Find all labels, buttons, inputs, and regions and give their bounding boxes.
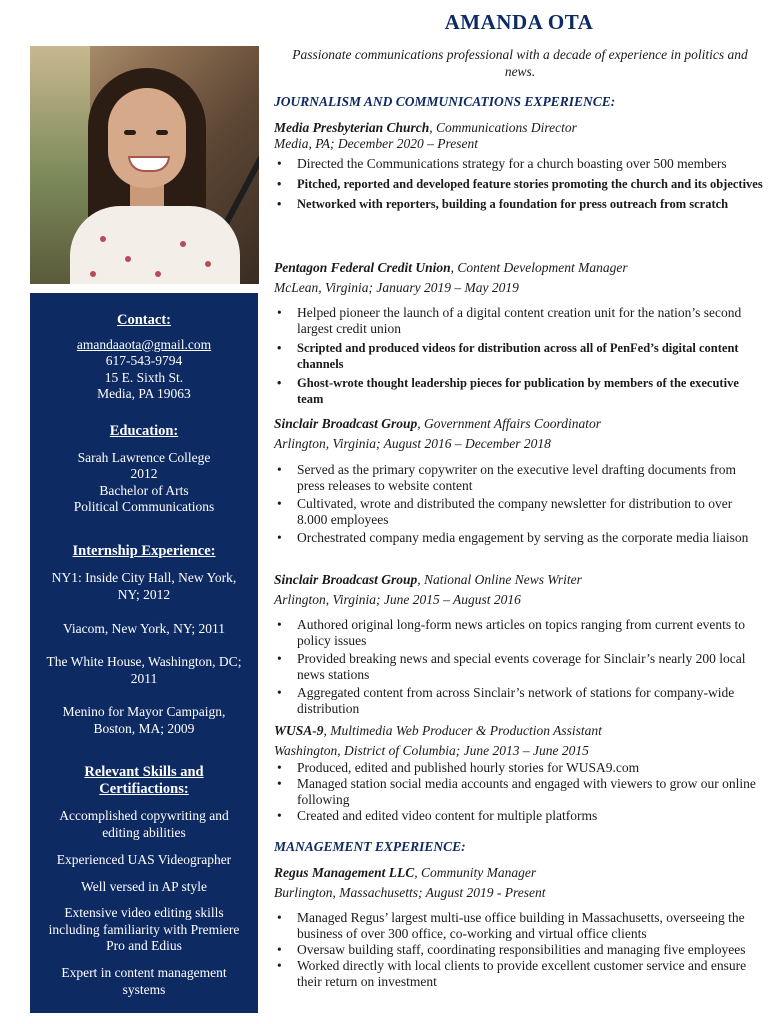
job-header [274,723,764,759]
list-item: • Produced, edited and published hourly stories for WUSA9.com [274,760,766,776]
list-item: • Cultivated, wrote and distributed the company newsletter for distribution to over 8.000 employees [274,496,766,528]
section-heading-management: MANAGEMENT EXPERIENCE: [274,839,466,854]
internship-item: Menino for Mayor Campaign, Boston, MA; 2009 [62,704,226,736]
job-header [274,865,764,901]
job-title: , Communications Director [429,120,577,135]
job-bullets [274,305,766,407]
school: Sarah Lawrence College [77,449,211,465]
degree: Bachelor of Arts [99,482,189,498]
list-item: • Created and edited video content for multiple platforms [274,808,766,824]
job-location-dates: Arlington, Virginia; June 2015 – August 2016 [274,592,521,607]
employer: Media Presbyterian Church [274,120,430,135]
section-heading-journalism: JOURNALISM AND COMMUNICATIONS EXPERIENCE: [274,94,616,109]
list-item: • Managed Regus’ largest multi-use office building in Massachusetts, overseeing the business of over 300 office, co-working and virtual office clients [274,910,766,942]
candidate-name: AMANDA OTA [444,10,594,34]
skills-section [36,764,252,797]
job-bullets [274,462,766,546]
list-item: • Aggregated content from across Sinclair’s network of stations for company-wide distribution [274,685,766,717]
job-location-dates: Arlington, Virginia; August 2016 – December 2018 [274,436,551,451]
job-header [274,416,764,452]
internship-section [36,543,252,560]
job-location-dates: Media, PA; December 2020 – Present [274,136,478,151]
address-line-2: Media, PA 19063 [97,386,191,401]
list-item: • Managed station social media accounts and engaged with viewers to grow our online following [274,776,766,808]
job-bullets [274,760,766,824]
job-bullets [274,910,766,990]
job-bullets [274,156,766,212]
list-item: • Provided breaking news and special events coverage for Sinclair’s nearly 200 local news stations [274,651,766,683]
skill-item: Accomplished copywriting and editing abilities [59,808,229,840]
job-title: , National Online News Writer [417,572,582,587]
list-item: • Worked directly with local clients to provide excellent customer service and ensure their return on investment [274,958,766,990]
skill-item: Extensive video editing skills including familiarity with Premiere Pro and Edius [48,905,240,953]
contact-heading: Contact: [117,312,171,328]
profile-photo [30,46,259,284]
skill-item: Well versed in AP style [81,879,207,894]
contact-section [36,312,252,403]
tagline: Passionate communications professional with a decade of experience in politics and news. [292,47,748,79]
employer: Regus Management LLC [274,865,415,880]
list-item: • Networked with reporters, building a foundation for press outreach from scratch [274,196,766,212]
employer: WUSA-9 [274,723,324,738]
job-header [274,260,764,296]
list-item: • Helped pioneer the launch of a digital content creation unit for the nation’s second largest credit union [274,305,766,337]
job-header [274,120,764,152]
job-location-dates: Burlington, Massachusetts; August 2019 - Present [274,885,546,900]
skill-item: Expert in content management systems [61,965,227,997]
skill-item: Experienced UAS Videographer [56,852,232,867]
list-item: • Orchestrated company media engagement by serving as the corporate media liaison [274,530,766,546]
job-header [274,572,764,608]
internship-item: NY1: Inside City Hall, New York, NY; 2012 [51,570,237,602]
list-item: • Oversaw building staff, coordinating responsibilities and managing five employees [274,942,766,958]
address-line-1: 15 E. Sixth St. [104,369,184,385]
major: Political Communications [73,499,215,514]
job-location-dates: Washington, District of Columbia; June 2013 – June 2015 [274,743,589,758]
sidebar [30,293,258,1013]
job-title: , Content Development Manager [450,260,628,275]
education-heading: Education: [109,423,179,439]
skills-heading: Relevant Skills and [84,764,204,780]
job-title: , Community Manager [414,865,537,880]
list-item: • Ghost-wrote thought leadership pieces for publication by members of the executive team [274,375,766,407]
email-link[interactable]: amandaaota@gmail.com [76,336,212,352]
list-item: • Pitched, reported and developed feature stories promoting the church and its objectives [274,176,766,192]
employer: Sinclair Broadcast Group [274,416,418,431]
phone: 617-543-9794 [105,353,183,368]
list-item: • Directed the Communications strategy for a church boasting over 500 members [274,156,766,172]
employer: Sinclair Broadcast Group [274,572,418,587]
graduation-year: 2012 [130,466,158,481]
internship-heading: Internship Experience: [72,543,216,559]
job-title: , Multimedia Web Producer & Production Assistant [323,723,602,738]
list-item: • Authored original long-form news articles on topics ranging from current events to policy issues [274,617,766,649]
internship-item: Viacom, New York, NY; 2011 [62,621,226,636]
job-bullets [274,617,766,717]
list-item: • Scripted and produced videos for distribution across all of PenFed’s digital content channels [274,340,766,372]
employer: Pentagon Federal Credit Union [274,260,451,275]
education-section [36,423,252,516]
skills-heading: Certifiactions: [99,780,189,797]
internship-item: The White House, Washington, DC; 2011 [46,654,242,686]
list-item: • Served as the primary copywriter on the executive level drafting documents from press releases to website content [274,462,766,494]
job-location-dates: McLean, Virginia; January 2019 – May 2019 [274,280,519,295]
job-title: , Government Affairs Coordinator [417,416,602,431]
